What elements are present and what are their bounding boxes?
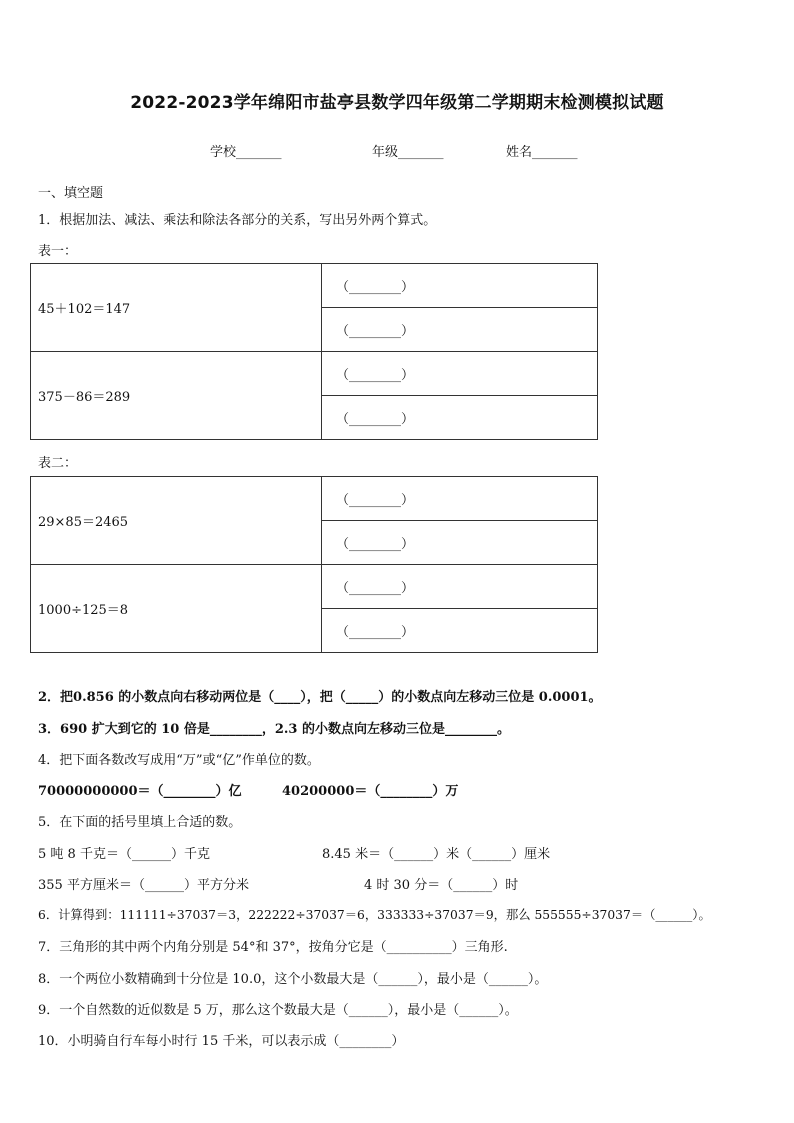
table-1-label: 表一： <box>38 244 78 259</box>
table-2-label: 表二： <box>38 456 78 471</box>
question-5a: 5 吨 8 千克＝（______）千克 <box>38 847 210 862</box>
answer-blank[interactable]: （________） <box>322 609 598 653</box>
answer-blank[interactable]: （________） <box>322 264 598 308</box>
question-3: 3．690 扩大到它的 10 倍是________，2.3 的小数点向左移动三位是________。 <box>38 722 510 737</box>
question-6: 6．计算得到：111111÷37037＝3，222222÷37037＝6，333333÷37037＝9，那么 555555÷37037＝（______）。 <box>38 908 711 922</box>
answer-blank[interactable]: （________） <box>322 352 598 396</box>
table-2 <box>30 476 598 653</box>
section-heading: 一、填空题 <box>38 186 104 201</box>
name-field: 姓名_______ <box>506 145 578 160</box>
answer-blank[interactable]: （________） <box>322 565 598 609</box>
question-1: 1．根据加法、减法、乘法和除法各部分的关系，写出另外两个算式。 <box>38 213 437 228</box>
equation-cell: 29×85＝2465 <box>31 477 322 565</box>
question-9: 9．一个自然数的近似数是 5 万，那么这个数最大是（______），最小是（______）。 <box>38 1003 518 1018</box>
grade-field: 年级_______ <box>372 145 444 160</box>
question-5d: 4 时 30 分＝（______）时 <box>364 878 519 893</box>
question-7: 7．三角形的其中两个内角分别是 54°和 37°，按角分它是（__________）三角形. <box>38 940 508 955</box>
question-4: 4．把下面各数改写成用“万”或“亿”作单位的数。 <box>38 753 320 768</box>
question-2: 2．把0.856 的小数点向右移动两位是（____），把（_____）的小数点向左移动三位是 0.0001。 <box>38 690 602 705</box>
question-10: 10．小明骑自行车每小时行 15 千米，可以表示成（________） <box>38 1034 405 1049</box>
equation-cell: 45＋102＝147 <box>31 264 322 352</box>
question-8: 8．一个两位小数精确到十分位是 10.0，这个小数最大是（______），最小是（______）。 <box>38 972 548 987</box>
question-4a: 70000000000＝（________）亿 <box>38 784 242 799</box>
answer-blank[interactable]: （________） <box>322 477 598 521</box>
question-4b: 40200000＝（________）万 <box>282 784 459 799</box>
answer-blank[interactable]: （________） <box>322 396 598 440</box>
answer-blank[interactable]: （________） <box>322 308 598 352</box>
equation-cell: 375－86＝289 <box>31 352 322 440</box>
question-5: 5．在下面的括号里填上合适的数。 <box>38 815 242 830</box>
answer-blank[interactable]: （________） <box>322 521 598 565</box>
school-field: 学校_______ <box>210 145 282 160</box>
page-title: 2022-2023学年绵阳市盐亭县数学四年级第二学期期末检测模拟试题 <box>130 93 664 113</box>
table-1 <box>30 263 598 440</box>
question-5b: 8.45 米＝（______）米（______）厘米 <box>322 847 551 862</box>
question-5c: 355 平方厘米＝（______）平方分米 <box>38 878 249 893</box>
equation-cell: 1000÷125＝8 <box>31 565 322 653</box>
